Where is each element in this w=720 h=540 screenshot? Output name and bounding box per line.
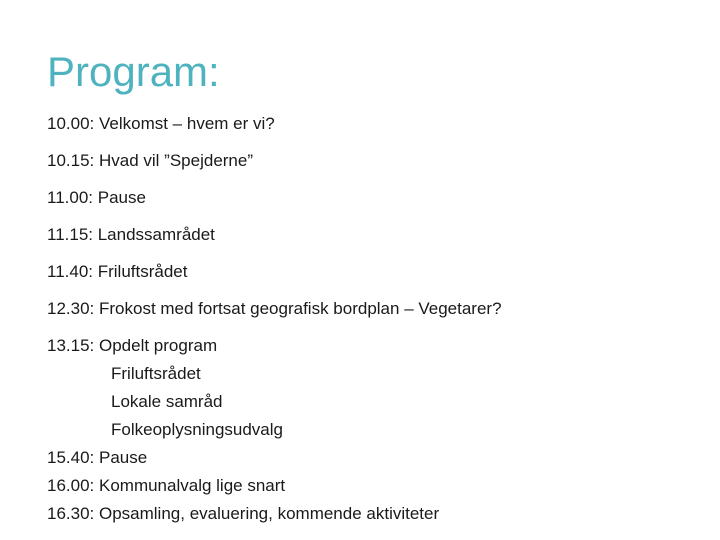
agenda-item: 10.15: Hvad vil ”Spejderne” — [47, 151, 254, 170]
agenda-list — [47, 110, 707, 528]
agenda-item: 16.00: Kommunalvalg lige snart — [47, 476, 286, 495]
agenda-item: 12.30: Frokost med fortsat geografisk bordplan – Vegetarer? — [47, 299, 502, 318]
agenda-item: 16.30: Opsamling, evaluering, kommende aktiviteter — [47, 504, 440, 523]
agenda-item: 11.40: Friluftsrådet — [47, 262, 188, 281]
slide-title: Program: — [47, 48, 220, 95]
agenda-item: 10.00: Velkomst – hvem er vi? — [47, 114, 275, 133]
agenda-item: 11.00: Pause — [47, 188, 146, 207]
agenda-item: 11.15: Landssamrådet — [47, 225, 215, 244]
agenda-subitem: Friluftsrådet — [111, 364, 201, 383]
agenda-item: 15.40: Pause — [47, 448, 148, 467]
agenda-subitem: Lokale samråd — [111, 392, 223, 411]
agenda-item: 13.15: Opdelt program — [47, 336, 218, 355]
agenda-subitem: Folkeoplysningsudvalg — [111, 420, 283, 439]
